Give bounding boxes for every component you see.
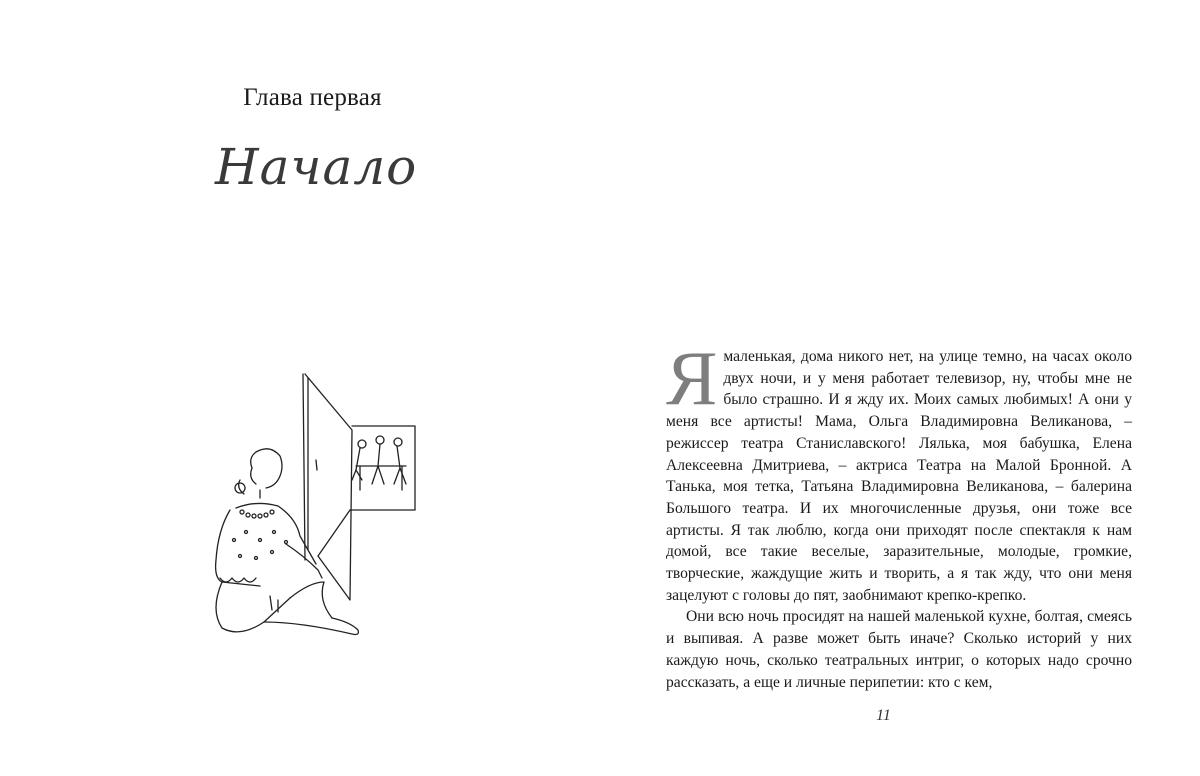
paragraph-1-text: маленькая, дома никого нет, на улице темно, на часах около двух ночи, и у меня работает телевизор, ну, чтобы мне не было страшно. И я жду их. Моих самых любимых! А они у меня все артисты! Мама, Ольга Владимировна Великанова, – режиссер театра Станиславского! Лялька, моя бабушка, Елена Алексеевна Дмитриева, – актриса Театра на Малой Бронной. А Танька, моя тетка, Татьяна Владимировна Великанова, – балерина Большого театра. И их многочисленные друзья, они тоже все артисты. Я так люблю, когда они приходят после спектакля к нам домой, все такие веселые, заразительные, молодые, громкие, творческие, жаждущие жить и творить, а я так жду, что они меня зацелуют с головы до пят, заобнимают крепко-крепко. [666,348,1132,604]
chapter-label: Глава первая [243,84,382,111]
paragraph-1 [666,335,1132,606]
page-number: 11 [876,707,891,724]
chapter-title: Начало [215,138,418,196]
drop-cap: Я [666,335,718,421]
body-text [666,335,1132,693]
girl-at-door-illustration [200,360,430,650]
paragraph-2: Они всю ночь просидят на нашей маленькой кухне, болтая, смеясь и выпивая. А разве может быть иначе? Сколько историй у них каждую ночь, сколько театральных интриг, о которых надо срочно рассказать, а еще и личные перипетии: кто с кем, [666,608,1132,691]
